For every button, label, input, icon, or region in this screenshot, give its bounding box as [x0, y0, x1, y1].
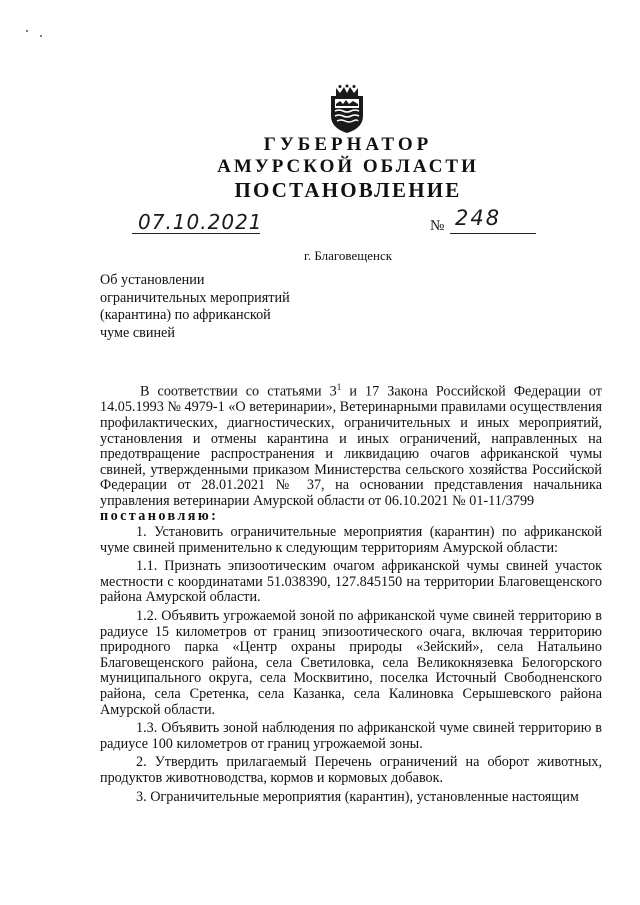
document-subject — [100, 272, 330, 342]
clause-paragraph: 3. Ограничительные мероприятия (карантин), установленные настоящим — [136, 788, 579, 805]
preamble-text-start: В соответствии со статьями 3 — [140, 383, 337, 400]
subject-line: (карантина) по африканской — [100, 307, 271, 323]
document-date: 07.10.2021 — [138, 210, 263, 234]
clause-paragraph: 1. Установить ограничительные мероприятия (карантин) по африканской чуме свиней применительно к следующим территориям Амурской области: — [100, 524, 602, 556]
document-type-title: ПОСТАНОВЛЕНИЕ — [234, 178, 462, 202]
clause-paragraph: 1.3. Объявить зоной наблюдения по африканской чуме свиней территорию в радиусе 100 километров от границ угрожаемой зоны. — [100, 720, 602, 752]
subject-line: Об установлении — [100, 272, 205, 288]
governor-title: ГУБЕРНАТОР — [263, 134, 433, 155]
document-body — [100, 380, 602, 805]
article-superscript: 1 — [336, 382, 342, 392]
scan-speck — [26, 30, 28, 32]
subject-line: ограничительных мероприятий — [100, 289, 290, 306]
decree-word: постановляю: — [100, 508, 219, 525]
coat-of-arms-icon — [327, 84, 367, 134]
preamble-text-rest: и 17 Закона Российской Федерации от 14.05.1993 № 4979-1 «О ветеринарии», Ветеринарными правилами осуществления профилактических, диагностических, ограничительных и иных мероприятий, установления и отмены карантина и иных ограничений, направленных на предотвращение распространения и ликвидацию очагов африканской чумы свиней, утвержденными приказом Министерства сельского хозяйства Российской Федерации от 28.01.2021 № 37, на основании представления начальника управления ветеринарии Амурской области от 06.10.2021 № 01-11/3799 — [100, 383, 603, 509]
clause-paragraph: 2. Утвердить прилагаемый Перечень ограничений на оборот животных, продуктов животноводства, кормов и кормовых добавок. — [100, 754, 602, 786]
document-number: 248 — [455, 206, 502, 230]
clause-paragraph: 1.2. Объявить угрожаемой зоной по африканской чуме свиней территорию в радиусе 15 километров от границ эпизоотического очага, включая территорию природного парка «Центр охраны природы «Зейский», села Натальино Благовещенского района, села Светиловка, села Великокнязевка Белогорского муниципального округа, села Москвитино, поселка Источный Свободненского района, села Сретенка, села Казанка, села Калиновка Серышевского района Амурской области. — [100, 608, 602, 718]
subject-line: чуме свиней — [100, 324, 175, 341]
city-label: г. Благовещенск — [303, 248, 393, 263]
number-underline — [450, 233, 536, 234]
number-sign: № — [430, 218, 445, 234]
preamble-paragraph — [100, 380, 602, 509]
region-title: АМУРСКОЙ ОБЛАСТИ — [217, 156, 479, 177]
scan-speck — [40, 35, 42, 37]
clause-paragraph: 1.1. Признать эпизоотическим очагом африканской чумы свиней участок местности с координатами 51.038390, 127.845150 на территории Благовещенского района Амурской области. — [100, 558, 602, 606]
date-underline — [132, 233, 260, 234]
